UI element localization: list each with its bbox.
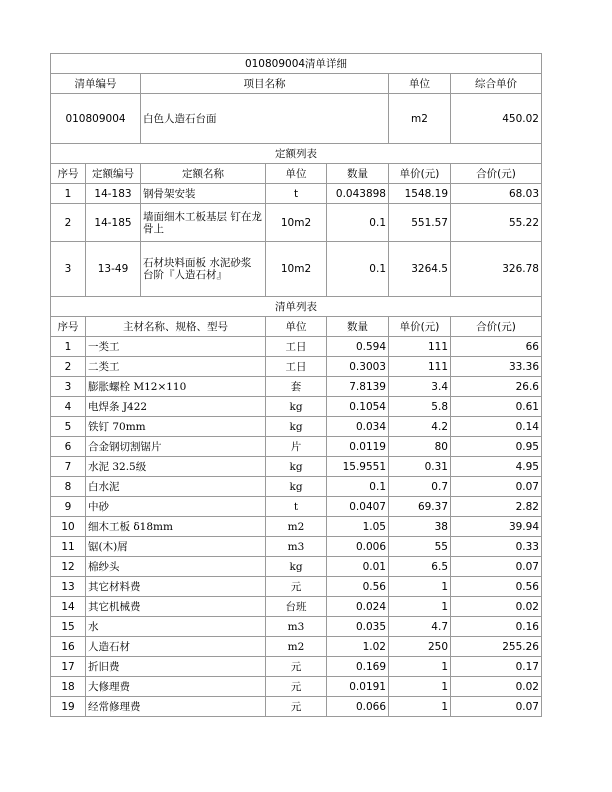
material-qty: 0.0191 [327,677,389,697]
quota-seq: 2 [51,204,86,242]
material-total: 0.16 [451,617,542,637]
material-qty: 0.1054 [327,397,389,417]
material-qty: 7.8139 [327,377,389,397]
quota-header-code: 定额编号 [86,164,141,184]
material-total: 0.07 [451,557,542,577]
quota-seq: 1 [51,184,86,204]
material-name: 电焊条 J422 [86,397,266,417]
quota-qty: 0.1 [327,242,389,297]
quota-unit: t [266,184,327,204]
material-unit: 工日 [266,337,327,357]
material-name: 大修理费 [86,677,266,697]
material-seq: 8 [51,477,86,497]
material-name: 人造石材 [86,637,266,657]
quota-name: 石材块料面板 水泥砂浆 台阶『人造石材』 [141,242,266,297]
item-row [51,94,542,144]
quota-unit: 10m2 [266,242,327,297]
material-seq: 17 [51,657,86,677]
header-item-price: 综合单价 [451,74,542,94]
material-unit-price: 1 [389,577,451,597]
material-name: 其它材料费 [86,577,266,597]
material-header-name: 主材名称、规格、型号 [86,317,266,337]
material-unit: 元 [266,697,327,717]
quota-code: 13-49 [86,242,141,297]
material-unit: 工日 [266,357,327,377]
material-unit: t [266,497,327,517]
material-seq: 15 [51,617,86,637]
material-seq: 12 [51,557,86,577]
material-name: 一类工 [86,337,266,357]
table-body [51,54,542,717]
material-total: 0.14 [451,417,542,437]
quota-row [51,184,542,204]
quota-unit-price: 3264.5 [389,242,451,297]
quota-row [51,242,542,297]
material-name: 中砂 [86,497,266,517]
material-qty: 0.56 [327,577,389,597]
material-unit-price: 4.7 [389,617,451,637]
material-name: 膨胀螺栓 M12×110 [86,377,266,397]
material-seq: 1 [51,337,86,357]
material-qty: 0.024 [327,597,389,617]
material-row [51,537,542,557]
material-row [51,677,542,697]
material-seq: 11 [51,537,86,557]
material-seq: 3 [51,377,86,397]
material-qty: 0.006 [327,537,389,557]
material-row [51,457,542,477]
quota-header-unit: 单位 [266,164,327,184]
quota-header-qty: 数量 [327,164,389,184]
material-total: 0.02 [451,677,542,697]
material-unit-price: 250 [389,637,451,657]
material-qty: 0.034 [327,417,389,437]
material-row [51,637,542,657]
material-row [51,557,542,577]
material-unit-price: 38 [389,517,451,537]
material-unit: m2 [266,517,327,537]
quota-code: 14-183 [86,184,141,204]
material-total: 0.33 [451,537,542,557]
bill-detail-table [50,53,542,717]
material-unit-price: 1 [389,597,451,617]
material-name: 白水泥 [86,477,266,497]
material-seq: 9 [51,497,86,517]
material-row [51,437,542,457]
material-qty: 0.0119 [327,437,389,457]
quota-row [51,204,542,242]
material-name: 锯(木)屑 [86,537,266,557]
material-seq: 4 [51,397,86,417]
quota-name: 墙面细木工板基层 钉在龙骨上 [141,204,266,242]
material-section-title: 清单列表 [51,297,542,317]
quota-total: 55.22 [451,204,542,242]
material-total: 0.07 [451,697,542,717]
material-seq: 10 [51,517,86,537]
material-seq: 2 [51,357,86,377]
material-unit: 片 [266,437,327,457]
material-seq: 16 [51,637,86,657]
material-row [51,657,542,677]
quota-section-row [51,144,542,164]
material-total: 26.6 [451,377,542,397]
material-qty: 1.05 [327,517,389,537]
title-row [51,54,542,74]
material-qty: 15.9551 [327,457,389,477]
material-unit-price: 0.7 [389,477,451,497]
material-total: 39.94 [451,517,542,537]
material-unit: kg [266,457,327,477]
material-qty: 0.0407 [327,497,389,517]
material-unit-price: 3.4 [389,377,451,397]
material-qty: 0.01 [327,557,389,577]
material-qty: 0.035 [327,617,389,637]
material-seq: 7 [51,457,86,477]
quota-section-title: 定额列表 [51,144,542,164]
material-qty: 0.169 [327,657,389,677]
quota-name: 钢骨架安装 [141,184,266,204]
quota-header-name: 定额名称 [141,164,266,184]
material-seq: 6 [51,437,86,457]
material-unit-price: 111 [389,337,451,357]
material-unit: 元 [266,657,327,677]
material-total: 66 [451,337,542,357]
material-total: 0.56 [451,577,542,597]
material-unit-price: 111 [389,357,451,377]
material-unit: kg [266,397,327,417]
table-title: 010809004清单详细 [51,54,542,74]
material-header-unit-price: 单价(元) [389,317,451,337]
material-name: 铁钉 70mm [86,417,266,437]
material-name: 其它机械费 [86,597,266,617]
quota-unit-price: 1548.19 [389,184,451,204]
material-qty: 0.594 [327,337,389,357]
material-seq: 13 [51,577,86,597]
header-item-code: 清单编号 [51,74,141,94]
material-row [51,417,542,437]
material-unit: m2 [266,637,327,657]
material-row [51,377,542,397]
material-row [51,477,542,497]
material-section-row [51,297,542,317]
material-name: 棉纱头 [86,557,266,577]
material-unit: 台班 [266,597,327,617]
material-header-qty: 数量 [327,317,389,337]
quota-header-unit-price: 单价(元) [389,164,451,184]
material-unit-price: 6.5 [389,557,451,577]
material-seq: 18 [51,677,86,697]
material-row [51,517,542,537]
material-row [51,617,542,637]
material-seq: 19 [51,697,86,717]
material-row [51,357,542,377]
header-item-unit: 单位 [389,74,451,94]
material-unit: 元 [266,677,327,697]
material-row [51,597,542,617]
material-name: 细木工板 δ18mm [86,517,266,537]
material-header-unit: 单位 [266,317,327,337]
material-unit: m3 [266,617,327,637]
material-seq: 14 [51,597,86,617]
material-total: 33.36 [451,357,542,377]
material-total: 255.26 [451,637,542,657]
material-name: 折旧费 [86,657,266,677]
material-unit: kg [266,477,327,497]
header-item-name: 项目名称 [141,74,389,94]
quota-seq: 3 [51,242,86,297]
material-qty: 0.1 [327,477,389,497]
material-qty: 0.3003 [327,357,389,377]
quota-header-total: 合价(元) [451,164,542,184]
material-unit-price: 4.2 [389,417,451,437]
quota-unit-price: 551.57 [389,204,451,242]
material-unit-price: 1 [389,697,451,717]
material-row [51,497,542,517]
quota-code: 14-185 [86,204,141,242]
material-name: 水泥 32.5级 [86,457,266,477]
material-qty: 0.066 [327,697,389,717]
quota-qty: 0.1 [327,204,389,242]
item-name: 白色人造石台面 [141,94,389,144]
material-unit-price: 55 [389,537,451,557]
material-unit: kg [266,557,327,577]
material-name: 二类工 [86,357,266,377]
item-unit: m2 [389,94,451,144]
quota-qty: 0.043898 [327,184,389,204]
material-unit-price: 69.37 [389,497,451,517]
quota-header-row [51,164,542,184]
material-total: 0.17 [451,657,542,677]
material-total: 0.95 [451,437,542,457]
material-unit: kg [266,417,327,437]
material-unit-price: 1 [389,677,451,697]
material-header-total: 合价(元) [451,317,542,337]
material-total: 0.02 [451,597,542,617]
quota-total: 326.78 [451,242,542,297]
material-unit-price: 5.8 [389,397,451,417]
item-price: 450.02 [451,94,542,144]
quota-total: 68.03 [451,184,542,204]
quota-header-seq: 序号 [51,164,86,184]
material-total: 0.61 [451,397,542,417]
material-name: 经常修理费 [86,697,266,717]
material-total: 0.07 [451,477,542,497]
material-total: 2.82 [451,497,542,517]
material-unit: m3 [266,537,327,557]
material-unit-price: 0.31 [389,457,451,477]
material-row [51,577,542,597]
material-unit: 元 [266,577,327,597]
material-total: 4.95 [451,457,542,477]
material-name: 水 [86,617,266,637]
material-unit-price: 80 [389,437,451,457]
material-header-seq: 序号 [51,317,86,337]
material-row [51,337,542,357]
quota-unit: 10m2 [266,204,327,242]
item-code: 010809004 [51,94,141,144]
item-header-row [51,74,542,94]
material-row [51,697,542,717]
material-unit-price: 1 [389,657,451,677]
material-row [51,397,542,417]
material-unit: 套 [266,377,327,397]
material-header-row [51,317,542,337]
material-name: 合金钢切割锯片 [86,437,266,457]
material-qty: 1.02 [327,637,389,657]
material-seq: 5 [51,417,86,437]
